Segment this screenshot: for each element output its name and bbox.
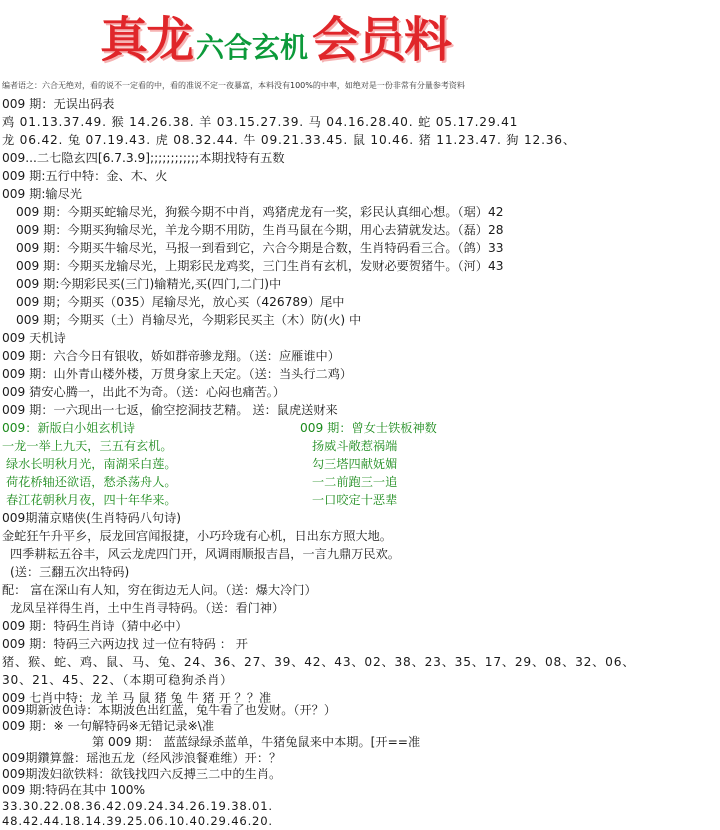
title-zhenlong: 真龙 <box>100 12 193 68</box>
editor-notice: 编者语之：六合无绝对，看的说不一定看的中，看的准说不定一夜暴富，本料没有100%的中率，如绝对是一份非常有分量参考资料 <box>2 81 465 90</box>
line-lose-5: 009 期:今期彩民买(三门)输精光,买(四门,二门)中 <box>16 277 282 291</box>
line-dx-2: 四季耕耘五谷丰，风云龙虎四门开，风调雨顺报吉昌，一言九鼎万民欢。 <box>10 547 400 561</box>
line-dx-heading: 009期蒲京赌侠(生肖特码八句诗) <box>2 511 182 525</box>
line-bxj-1: 一龙一举上九天，三五有玄机。 <box>2 439 173 453</box>
line-numbers-2: 30、21、45、22、（本期可稳狗杀肖） <box>2 673 234 687</box>
line-tianji-heading: 009 天机诗 <box>2 331 66 345</box>
line-hidden-numbers: 009...二七隐玄四[6.7.3.9];;;;;;;;;;;;本期找特有五数 <box>2 151 285 165</box>
line-bxj-4: 春江花朝秋月夜，四十年华来。 <box>6 493 177 507</box>
right-column-line-1: 扬威斗敞惹祸端 <box>312 439 398 453</box>
line-lose-7: 009 期；今期买（土）肖输尽光，今期彩民买主（木）防(火) 中 <box>16 313 362 327</box>
line-special-numbers-2: 48.42.44.18.14.39.25.06.10.40.29.46.20. <box>2 814 273 828</box>
line-lose-all-heading: 009 期:输尽光 <box>2 187 82 201</box>
page-title <box>100 8 530 70</box>
line-tianji-4: 009 期：一六现出一七返，偷空挖洞技艺精。 送：鼠虎送财来 <box>2 403 338 417</box>
line-bxj-heading: 009：新版白小姐玄机诗 <box>2 421 135 435</box>
line-three-six: 009 期：特码三六两边找 过一位有特码 ： 开 <box>2 637 248 651</box>
title-huiyuan: 会员料 <box>312 12 451 68</box>
line-pei-2: 龙凤呈祥得生肖，土中生肖寻特码。（送：看门神） <box>10 601 285 615</box>
line-blue-green: 第 009 期： 蓝蓝绿绿杀蓝单，牛猪兔鼠来中本期。[开==准 <box>92 735 421 749</box>
line-special-heading: 009 期:特码在其中 100% <box>2 783 146 797</box>
line-one-sentence: 009 期：※ 一句解特码※无错记录※\准 <box>2 719 215 733</box>
line-dx-3: (送：三翻五次出特码) <box>10 565 130 579</box>
line-lose-6: 009 期；今期买（035）尾输尽光，放心买（426789）尾中 <box>16 295 345 309</box>
line-sx-poem: 009 期：特码生肖诗（猜中必中） <box>2 619 188 633</box>
line-abacus: 009期鑽算盤：瑶池五龙（经风涉浪餐难维）开：？ <box>2 751 282 765</box>
line-lose-1: 009 期：今期买蛇输尽光，狗猴今期不中肖，鸡猪虎龙有一奖，彩民认真细心想。（琚）42 <box>16 205 504 219</box>
line-bxj-2: 绿水长明秋月光，南湖采白莲。 <box>6 457 177 471</box>
line-wave-color: 009期新波色诗：本期波色出红蓝，兔牛看了也发财。（开？） <box>2 703 337 717</box>
line-pofu: 009期泼妇欲铁料：欲钱找四六反搏三二中的生肖。 <box>2 767 282 781</box>
line-lose-3: 009 期：今期买牛输尽光，马报一到看到它，六合今期是合数，生肖特码看三合。（鸽）33 <box>16 241 504 255</box>
right-column-line-3: 一二前跑三一追 <box>312 475 398 489</box>
line-pei-1: 配： 富在深山有人知，穷在街边无人问。（送：爆大冷门） <box>2 583 317 597</box>
line-tianji-3: 009 猜安心腾一，出此不为奇。（送：心闷也痛苦。） <box>2 385 286 399</box>
line-tianji-1: 009 期：六合今日有银收，娇如群帝骖龙翔。（送：应雁谁中） <box>2 349 340 363</box>
line-numbers-1: 猪、猴、蛇、鸡、鼠、马、兔、24、36、27、39、42、43、02、38、23、35、17、29、08、32、06、 <box>2 655 636 669</box>
line-lose-2: 009 期：今期买狗输尽光，羊龙今期不用防，生肖马鼠在今期，用心去猜就发达。（磊）28 <box>16 223 504 237</box>
line-bxj-3: 荷花桥轴还欲语，愁杀荡舟人。 <box>6 475 177 489</box>
line-lose-4: 009 期：今期买龙输尽光，上期彩民龙鸡奖，三门生肖有玄机，发财必要贺猪牛。（河）43 <box>16 259 504 273</box>
right-column-line-2: 勾三塔四献妩媚 <box>312 457 398 471</box>
right-column-header: 009 期：曾女士铁板神数 <box>300 421 437 435</box>
line-five-elements: 009 期:五行中特：金、木、火 <box>2 169 168 183</box>
right-column-line-4: 一口咬定十恶辈 <box>312 493 398 507</box>
title-liuhe: 六合玄机 <box>196 31 309 64</box>
line-title-table: 009 期：无误出码表 <box>2 97 115 111</box>
line-special-numbers-1: 33.30.22.08.36.42.09.24.34.26.19.38.01. <box>2 799 273 813</box>
line-dx-1: 金蛇狂午升平乡，辰龙回宫闻报捷，小巧玲珑有心机，日出东方照大地。 <box>2 529 392 543</box>
line-tianji-2: 009 期：山外青山楼外楼，万贯身家上天定。（送：当头行二鸡） <box>2 367 353 381</box>
line-seven-zodiac: 009 七肖中特：龙 羊 马 鼠 猪 兔 牛 猪 开 ？？准 <box>2 691 272 705</box>
line-table-row-1: 鸡 01.13.37.49. 猴 14.26.38. 羊 03.15.27.39. 马 04.16.28.40. 蛇 05.17.29.41 <box>2 115 519 129</box>
line-table-row-2: 龙 06.42. 兔 07.19.43. 虎 08.32.44. 牛 09.21.33.45. 鼠 10.46. 猪 11.23.47. 狗 12.36、 <box>2 133 576 147</box>
